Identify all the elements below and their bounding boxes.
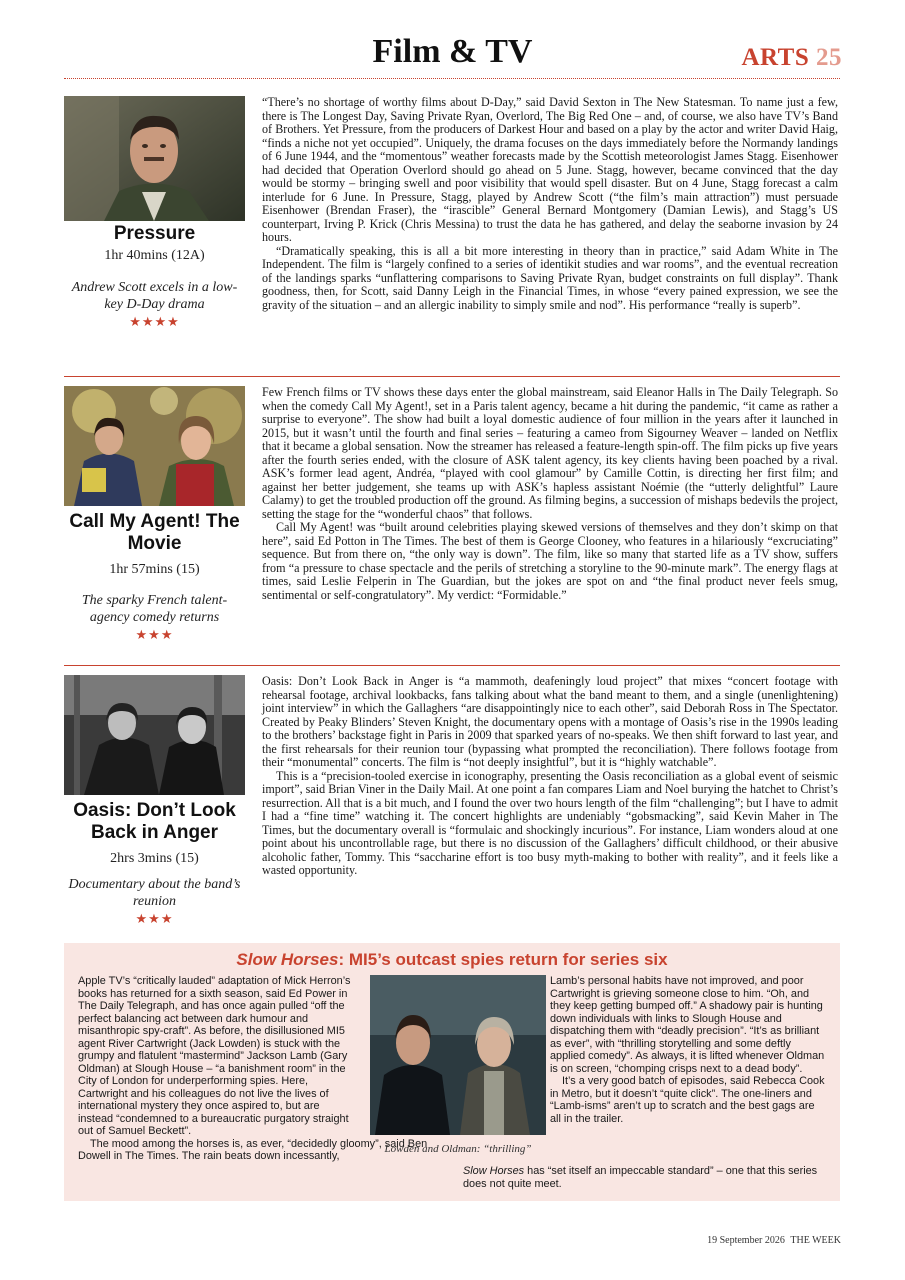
film-runtime: 2hrs 3mins (15) [110,851,199,866]
star-rating: ★★★ [135,627,174,642]
review-sidebar [64,386,245,643]
film-still-oasis [64,675,245,795]
review-pressure [64,96,840,371]
box-paragraph: The mood among the horses is, as ever, “decidedly gloomy”, said Ben Dowell in The Times. The rain beats down incessantly, [78,1137,428,1162]
box-headline-show: Slow Horses [236,950,339,969]
review-paragraph: Call My Agent! was “built around celebrities playing skewed versions of themselves and they don’t skimp on that here”, said Ed Potton in The Times. The best of them is George Clooney, who features in a hilariously “excruciating” sequence. But from there on, “the only way is down”. The film, like so many that started life as a TV show, suffers from “a pressure to chase spectacle and the perils of stretching a storyline to the 90-minute mark”. The energy flags at times, said Leslie Felperin in The Guardian, but the jokes are spot on and “the final product never feels smug, sentimental or self-congratulatory”. My verdict: “Formidable.” [262,520,838,602]
header-rule [64,78,840,79]
film-title: Pressure [113,223,196,244]
review-paragraph: “There’s no shortage of worthy films about D-Day,” said David Sexton in The New Statesman. To name just a few, there is The Longest Day, Saving Private Ryan, Overlord, The Big Red One – and, of course, we also have TV’s Band of Brothers. Yet Pressure, from the producers of Darkest Hour and based on a play by the actor and writer David Haig, “finds a niche not yet occupied”. Uniquely, the drama focuses on the days immediately before the Normandy landings of 6 June 1944, and the “momentous” weather forecasts made by the Scottish meteorologist James Stagg. Eisenhower had decided that Operation Overlord should go ahead on 5 June. Stagg, however, became convinced that the day would be stormy – bringing swell and poor visibility that would spell disaster. But on 4 June, Stagg forecast a calm interlude for 6 June. In Pressure, Stagg, played by Andrew Scott (“the film’s main attraction”) must persuade Eisenhower (Brendan Fraser), the “irascible” General Bernard Montgomery (Damian Lewis), and Stagg’s US counterpart, Irving P. Krick (Chris Messina) to trust the data he has gathered, and delay the seaborne invasion by 24 hours. [262,95,838,244]
photo-caption: Lowden and Oldman: “thrilling” [384,1143,532,1155]
review-oasis [64,675,840,935]
box-right-column [550,975,828,1125]
star-rating: ★★★★ [129,314,180,329]
film-still-pressure [64,96,245,221]
review-sidebar [64,675,245,927]
film-runtime: 1hr 57mins (15) [109,562,200,577]
film-title: Call My Agent! The Movie [69,511,240,554]
slow-horses-photo [370,975,546,1135]
film-tagline: The sparky French talent-agency comedy returns [81,593,228,625]
publication-name: THE WEEK [790,1235,841,1246]
review-sidebar [64,96,245,330]
box-tail-rest: has “set itself an impeccable standard” – one that this series does not quite meet. [463,1165,818,1190]
section-name: ARTS [741,44,810,71]
review-divider [64,665,840,666]
page-number: 25 [816,44,842,71]
review-paragraph: This is a “precision-tooled exercise in iconography, presenting the Oasis reconciliation as a global event of seismic import”, said Brian Viner in the Daily Mail. At one point a fan compares Liam and Noel burying the hatchet to Christ’s resurrection. All that is a bit much, and I found the over two hours length of the film “challenging”; but I have to admit I had a “fine time” watching it. The concert highlights are undeniably “gobsmacking”, said Kevin Maher in The Times, but the documentary overall is “formulaic and shockingly incurious”. For instance, Liam wonders aloud at one point about his uncontrollable rage, but there is no discussion of the Gallaghers’ difficult childhood, or their abusive alcoholic father, Tommy. This “saccharine effort is too busy myth-making to bother with reality”, and it feels like a wasted opportunity. [262,768,838,877]
review-body [262,96,838,312]
review-body [262,386,838,602]
section-tag [741,44,842,72]
review-paragraph: Oasis: Don’t Look Back in Anger is “a mammoth, deafeningly loud project” that mixes “concert footage with rehearsal footage, archival lookbacks, fans talking about what the band meant to them, and a single (unenlightening) joint interview” in which the Gallaghers “are disappointingly nice to each other”, said Deborah Ross in The Spectator. Created by Peaky Blinders’ Steven Knight, the documentary opens with a montage of Oasis’s rise in the 1990s leading to the brothers’ backstage fight in Paris in 2009 that sparked years of no-speaks. We then shift forward to last year, and the first rehearsals for their reunion tour (bypassing what prompted the reconciliation). There follows footage from their “monumental” concerts. The film is “not deeply insightful”, but it is “highly watchable”. [262,674,838,769]
film-runtime: 1hr 40mins (12A) [104,248,205,263]
page-footer [707,1235,841,1246]
box-paragraph: It’s a very good batch of episodes, said Rebecca Cook in Metro, but it doesn’t “quite click”. The one-liners and “Lamb-isms” aren’t up to scratch and the best gags are all in the trailer. [550,1075,825,1125]
slow-horses-box [64,943,840,1201]
box-headline-rest: : MI5’s outcast spies return for series six [338,950,668,969]
box-paragraph: Apple TV’s “critically lauded” adaptation of Mick Herron’s books has returned for a sixth season, said Ed Power in The Daily Telegraph, and has once again pulled “off the perfect balancing act between dark humour and misanthropic spy-craft”. As before, the disillusioned MI5 agent River Cartwright (Jack Lowden) is stuck with the grumpy and flatulent “mastermind” Jackson Lamb (Gary Oldman) at Slough House – “a banishment room” in the City of London for underperforming spies. Here, Cartwright and his colleagues do not live the lives of international mystery they once aspired to, but are instead “condemned to a bureaucratic purgatory straight out of Samuel Beckett”. [78,975,351,1137]
box-tail-show: Slow Horses [463,1165,525,1177]
review-paragraph: “Dramatically speaking, this is all a bit more interesting in theory than in practice,” said Adam White in The Independent. The film is “largely confined to a series of identikit studies and war rooms”, and the eventual recreation of the landings sparks “unflattering comparisons to Saving Private Ryan, budget constraints on full display”. Thank goodness, then, for Scott, said Danny Leigh in the Financial Times, in whose “every pained expression, we see the gravity of the situation – and an allergic inability to simply smile and nod”. His performance “really is superb”. [262,243,838,312]
review-call-my-agent [64,386,840,661]
issue-date: 19 September 2026 [707,1235,785,1246]
film-tagline: Documentary about the band’s reunion [68,877,241,909]
star-rating: ★★★ [135,911,174,926]
box-closing-line [463,1165,833,1190]
review-paragraph: Few French films or TV shows these days enter the global mainstream, said Eleanor Halls in The Daily Telegraph. So when the comedy Call My Agent!, set in a Paris talent agency, became a hit during the pandemic, “it came as rather a surprise to everyone”. The show had built a loyal domestic audience of four million in the years after it launched in 2015, but it wasn’t until the fourth and final series – featuring a cameo from Sigourney Weaver – landed on Netflix that it became a global sensation. Now the streamer has released a feature-length spin-off. The film picks up five years after the fourth series ended, with the closure of ASK talent agency, its key clients having been poached by a rival. ASK’s former lead agent, Andréa, “played with cool glamour” by Camille Cottin, is directing her first film; and against her better judgement, she teams up with ASK’s hapless assistant Noémie (the “utterly delightful” Laure Calamy) to get the troubled production off the ground. As filming begins, a succession of mishaps bedevils the project, setting the stage for the “wonderful chaos” that follows. [262,385,838,521]
page-title: Film & TV [372,33,533,70]
review-divider [64,376,840,377]
box-headline [64,950,840,970]
review-body [262,675,838,878]
film-tagline: Andrew Scott excels in a low-key D-Day drama [71,280,238,312]
film-still-call-my-agent [64,386,245,506]
box-paragraph: Lamb’s personal habits have not improved, and poor Cartwright is grieving someone close to him. “Oh, and they keep getting bumped off.” A shadowy pair is hunting down individuals with links to Slough House and dispatching them with “deadly precision”. “It’s as brilliant as ever”, with “thrilling storytelling and some deftly applied comedy”. As always, it is lifted whenever Oldman is on screen, “chomping crisps next to a dead body”. [550,975,825,1075]
box-left-column [78,975,428,1163]
film-title: Oasis: Don’t Look Back in Anger [73,800,236,843]
